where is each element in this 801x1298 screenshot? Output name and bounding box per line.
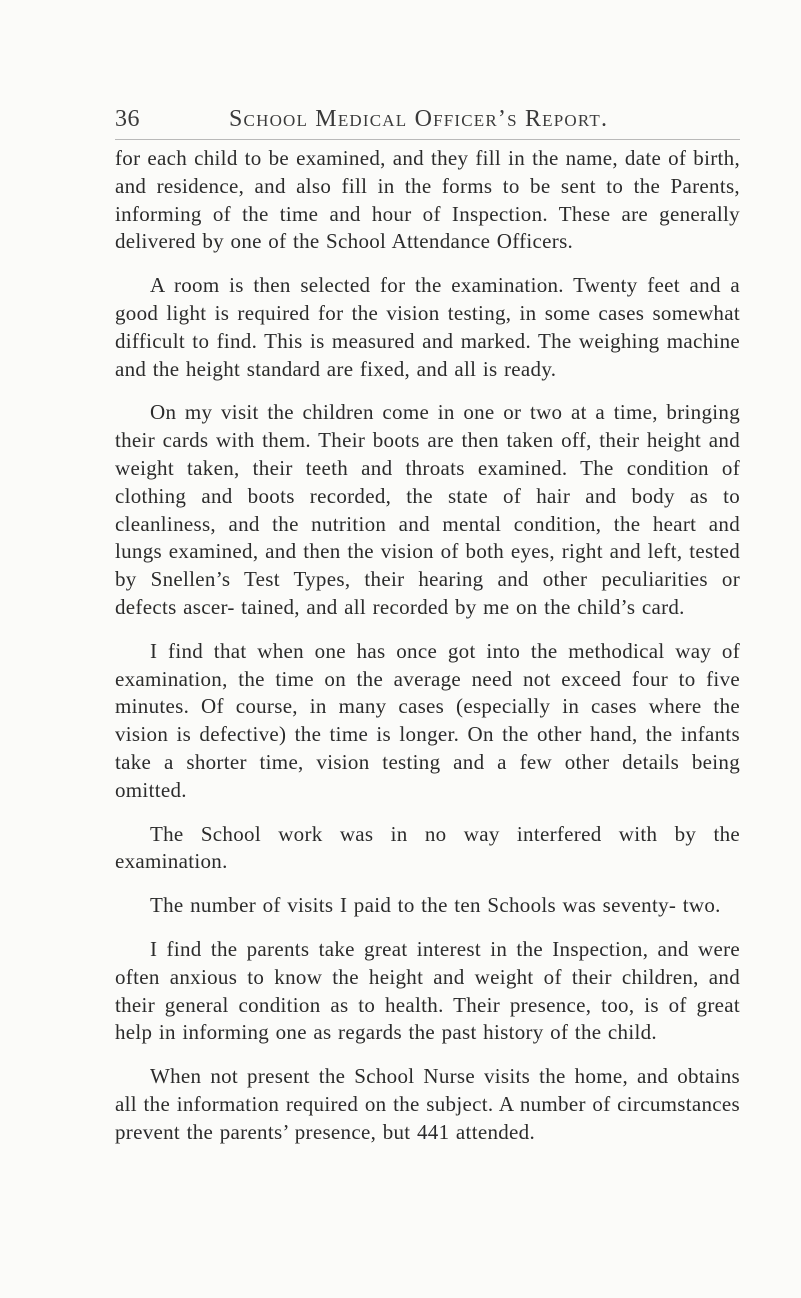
body-text [115, 145, 740, 1163]
paragraph: I find the parents take great interest in the Inspection, and were often anxious to know the height and weight of their children, and their general condition as to health. Their presence, too, is of great help in informing one as regards the past history of the child. [115, 936, 740, 1045]
paragraph: A room is then selected for the examination. Twenty feet and a good light is required for the vision testing, in some cases somewhat difficult to find. This is measured and marked. The weighing machine and the height standard are fixed, and all is ready. [115, 273, 740, 381]
paragraph: When not present the School Nurse visits the home, and obtains all the information required on the subject. A number of circumstances prevent the parents’ presence, but 441 attended. [115, 1064, 740, 1144]
paragraph: I find that when one has once got into the methodical way of examination, the time on the average need not exceed four to five minutes. Of course, in many cases (especially in cases where the vision is defective) the time is longer. On the other hand, the infants take a shorter time, vision testing and a few other details being omitted. [115, 638, 740, 802]
paragraph: The number of visits I paid to the ten Schools was seventy- two. [150, 893, 721, 918]
paragraph: The School work was in no way interfered with by the examination. [115, 821, 740, 874]
paragraph: On my visit the children come in one or two at a time, bringing their cards with them. Their boots are then taken off, their height and weight taken, their teeth and throats examined. The condition of clothing and boots recorded, the state of hair and body as to cleanliness, and the nutrition and mental condition, the heart and lungs examined, and then the vision of both eyes, right and left, tested by Snellen’s Test Types, their hearing and other peculiarities or defects ascer- tained, and all recorded by me on the child’s card. [115, 400, 740, 619]
page-number: 36 [115, 106, 140, 132]
running-title: School Medical Officer’s Report. [229, 106, 609, 132]
running-header [115, 104, 740, 134]
paragraph: for each child to be examined, and they fill in the name, date of birth, and residence, and also fill in the forms to be sent to the Parents, informing of the time and hour of Inspection. These are generally delivered by one of the School Attendance Officers. [115, 146, 740, 254]
header-rule [115, 139, 740, 140]
